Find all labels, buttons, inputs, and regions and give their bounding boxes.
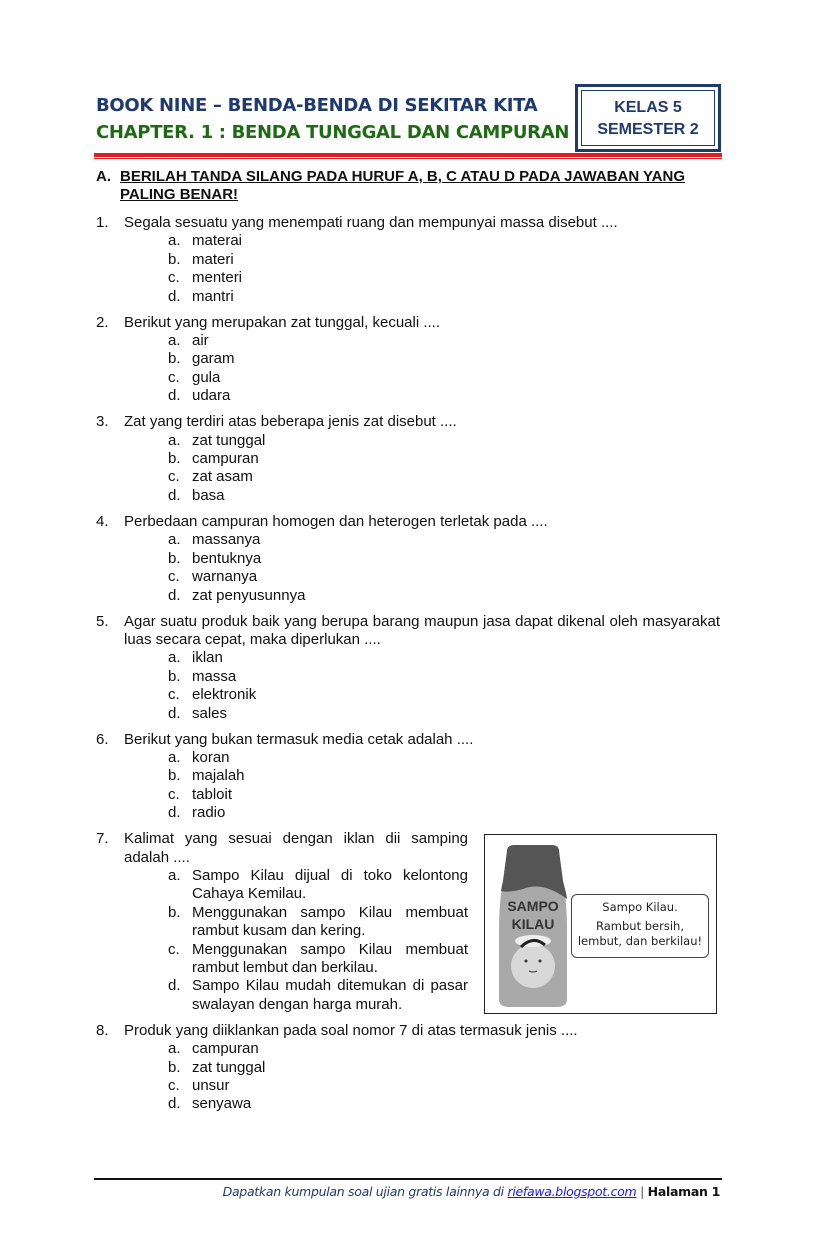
question-text: Berikut yang bukan termasuk media cetak adalah ....: [124, 730, 474, 748]
option-text: Sampo Kilau dijual di toko kelontong Cahaya Kemilau.: [192, 866, 468, 903]
bubble-line: Sampo Kilau.: [602, 900, 678, 915]
option-a[interactable]: [168, 232, 720, 250]
option-letter: b.: [168, 667, 181, 685]
option-letter: d.: [168, 804, 181, 822]
question-text: Zat yang terdiri atas beberapa jenis zat disebut ....: [124, 413, 457, 431]
section-instruction: [96, 168, 690, 204]
question-7: [96, 830, 720, 1014]
option-c[interactable]: [168, 468, 720, 486]
brand-line2: KILAU: [511, 916, 555, 933]
semester-label: SEMESTER 2: [597, 121, 699, 138]
option-d[interactable]: [168, 1095, 720, 1113]
question-number: 3.: [96, 413, 109, 431]
question-number: 2.: [96, 313, 109, 331]
option-letter: b.: [168, 450, 181, 468]
option-text: menteri: [192, 269, 243, 287]
question-list: [96, 214, 720, 1121]
option-b[interactable]: [168, 350, 720, 368]
option-letter: a.: [168, 232, 181, 250]
option-text: zat tunggal: [192, 431, 266, 449]
option-text: unsur: [192, 1077, 230, 1095]
option-letter: d.: [168, 704, 181, 722]
option-d[interactable]: [168, 587, 720, 605]
option-d[interactable]: [168, 288, 720, 306]
question-number: 8.: [96, 1021, 109, 1039]
option-b[interactable]: [168, 1059, 720, 1077]
option-letter: c.: [168, 368, 180, 386]
option-text: basa: [192, 486, 225, 504]
brand-line1: SAMPO: [507, 898, 559, 915]
option-d[interactable]: [168, 387, 720, 405]
option-a[interactable]: [168, 332, 720, 350]
question-number: 6.: [96, 730, 109, 748]
option-c[interactable]: [168, 786, 720, 804]
shampoo-ad-image: [484, 834, 717, 1014]
option-letter: c.: [168, 686, 180, 704]
option-text: air: [192, 332, 209, 350]
question-text: Agar suatu produk baik yang berupa barang maupun jasa dapat dikenal oleh masyarakat luas secara cepat, maka diperlukan ....: [124, 612, 720, 648]
option-b[interactable]: [168, 668, 720, 686]
option-text: Menggunakan sampo Kilau membuat rambut lembut dan berkilau.: [192, 940, 468, 976]
option-d[interactable]: [168, 804, 720, 822]
option-c[interactable]: [168, 568, 720, 586]
option-text: warnanya: [192, 568, 258, 586]
option-letter: c.: [168, 269, 180, 287]
option-text: massa: [192, 667, 237, 685]
option-text: campuran: [192, 450, 259, 468]
option-letter: a.: [168, 531, 181, 549]
option-letter: c.: [168, 940, 180, 958]
option-text: senyawa: [192, 1095, 252, 1113]
option-text: zat tunggal: [192, 1058, 266, 1076]
option-letter: a.: [168, 748, 181, 766]
option-text: garam: [192, 350, 235, 368]
option-text: materi: [192, 250, 234, 268]
option-text: zat asam: [192, 468, 253, 486]
option-c[interactable]: [168, 941, 468, 978]
option-text: gula: [192, 368, 221, 386]
option-letter: d.: [168, 387, 181, 405]
option-text: koran: [192, 748, 230, 766]
option-text: campuran: [192, 1040, 259, 1058]
book-title: BOOK NINE – BENDA-BENDA DI SEKITAR KITA: [96, 95, 538, 116]
footer-divider: [94, 1178, 722, 1180]
class-box: [575, 84, 721, 152]
option-letter: c.: [168, 468, 180, 486]
option-b[interactable]: [168, 450, 720, 468]
section-label: A.: [96, 168, 111, 185]
option-letter: d.: [168, 1095, 181, 1113]
bubble-line: lembut, dan berkilau!: [577, 934, 703, 949]
question-text: Kalimat yang sesuai dengan iklan dii samping adalah ....: [124, 830, 468, 866]
option-letter: b.: [168, 1058, 181, 1076]
option-letter: a.: [168, 649, 181, 667]
option-d[interactable]: [168, 487, 720, 505]
question-2: [96, 314, 720, 406]
option-letter: a.: [168, 1040, 181, 1058]
option-b[interactable]: [168, 251, 720, 269]
option-letter: b.: [168, 903, 181, 921]
option-letter: d.: [168, 586, 181, 604]
question-text: Segala sesuatu yang menempati ruang dan mempunyai massa disebut ....: [124, 214, 618, 231]
option-letter: b.: [168, 549, 181, 567]
option-text: sales: [192, 704, 228, 722]
question-number: 4.: [96, 512, 109, 530]
option-text: elektronik: [192, 686, 257, 704]
option-a[interactable]: [168, 432, 720, 450]
option-letter: b.: [168, 350, 181, 368]
option-text: majalah: [192, 767, 245, 785]
option-letter: b.: [168, 250, 181, 268]
question-6: [96, 731, 720, 823]
option-letter: a.: [168, 866, 181, 884]
option-letter: c.: [168, 1077, 180, 1095]
question-4: [96, 513, 720, 605]
question-text: Berikut yang merupakan zat tunggal, kecuali ....: [124, 313, 441, 331]
question-3: [96, 413, 720, 505]
option-a[interactable]: [168, 867, 468, 904]
option-c[interactable]: [168, 686, 720, 704]
page-number: Halaman 1: [647, 1184, 720, 1199]
shampoo-bottle-icon: [493, 841, 573, 1011]
option-b[interactable]: [168, 767, 720, 785]
option-letter: d.: [168, 287, 181, 305]
footer-text: Dapatkan kumpulan soal ujian gratis lainnya di: [222, 1184, 508, 1199]
question-1: [96, 214, 720, 306]
chapter-title: CHAPTER. 1 : BENDA TUNGGAL DAN CAMPURAN: [96, 122, 570, 143]
option-c[interactable]: [168, 269, 720, 287]
footer-link[interactable]: riefawa.blogspot.com: [507, 1184, 637, 1199]
question-number: 7.: [96, 830, 109, 848]
option-b[interactable]: [168, 550, 720, 568]
option-text: Sampo Kilau mudah ditemukan di pasar swalayan dengan harga murah.: [192, 977, 468, 1013]
option-text: mantri: [192, 287, 234, 305]
class-label: KELAS 5: [614, 99, 682, 116]
option-text: radio: [192, 804, 226, 822]
question-5: [96, 613, 720, 723]
header-divider: [94, 153, 722, 157]
option-c[interactable]: [168, 1077, 720, 1095]
option-text: bentuknya: [192, 549, 262, 567]
option-c[interactable]: [168, 369, 720, 387]
option-a[interactable]: [168, 749, 720, 767]
option-text: materai: [192, 232, 243, 250]
option-d[interactable]: [168, 977, 468, 1014]
option-letter: a.: [168, 431, 181, 449]
option-a[interactable]: [168, 649, 720, 667]
bubble-line: Rambut bersih,: [596, 919, 684, 934]
option-letter: d.: [168, 977, 181, 995]
option-b[interactable]: [168, 904, 468, 941]
footer-separator: |: [640, 1184, 644, 1199]
option-d[interactable]: [168, 705, 720, 723]
option-text: zat penyusunnya: [192, 586, 306, 604]
footer: [223, 1184, 720, 1199]
option-letter: c.: [168, 785, 180, 803]
option-text: massanya: [192, 531, 261, 549]
header-divider-thin: [94, 158, 722, 159]
section-text: BERILAH TANDA SILANG PADA HURUF A, B, C ATAU D PADA JAWABAN YANG PALING BENAR!: [120, 168, 686, 203]
option-letter: b.: [168, 767, 181, 785]
option-letter: c.: [168, 568, 180, 586]
option-letter: a.: [168, 332, 181, 350]
question-text: Perbedaan campuran homogen dan heterogen terletak pada ....: [124, 512, 548, 530]
option-text: iklan: [192, 649, 223, 667]
option-letter: d.: [168, 486, 181, 504]
question-8: [96, 1022, 720, 1114]
question-number: 1.: [96, 214, 109, 231]
option-text: udara: [192, 387, 231, 405]
option-text: tabloit: [192, 785, 233, 803]
question-number: 5.: [96, 612, 109, 630]
ad-speech-bubble: [571, 894, 709, 958]
question-text: Produk yang diiklankan pada soal nomor 7 di atas termasuk jenis ....: [124, 1021, 578, 1039]
option-a[interactable]: [168, 1040, 720, 1058]
option-a[interactable]: [168, 531, 720, 549]
option-text: Menggunakan sampo Kilau membuat rambut kusam dan kering.: [192, 903, 468, 940]
